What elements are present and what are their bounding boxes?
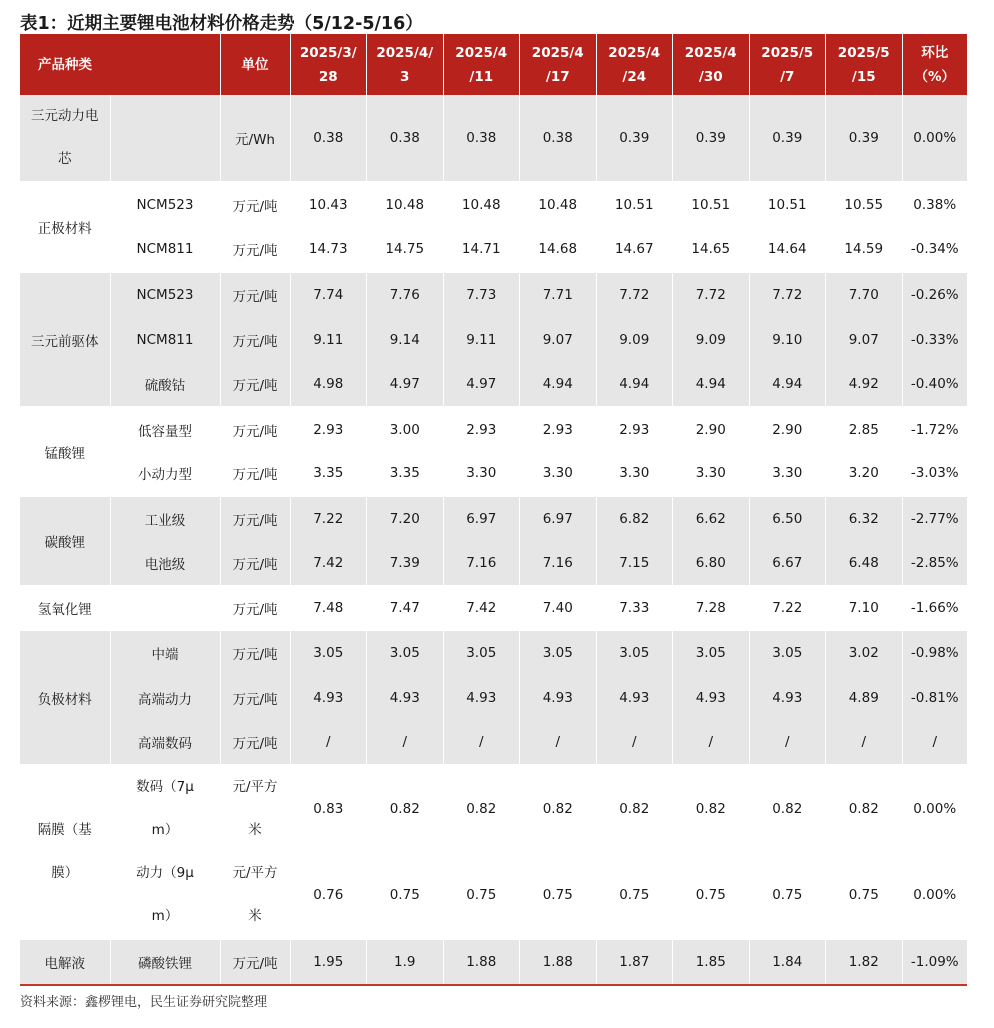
price-value: 4.98 — [290, 362, 367, 407]
price-value: 14.59 — [826, 227, 903, 272]
text-line: 锰酸锂 — [44, 445, 85, 462]
header-date — [367, 34, 444, 95]
change-value: -0.40% — [902, 362, 967, 407]
header-date — [290, 34, 367, 95]
subtype — [110, 451, 220, 496]
unit — [220, 675, 290, 720]
product-name — [20, 586, 110, 630]
price-value: 14.71 — [443, 227, 520, 272]
header-unit: 单位 — [220, 34, 290, 95]
text-line: /30 — [698, 68, 723, 85]
header-product: 产品种类 — [20, 34, 220, 95]
unit — [220, 541, 290, 586]
change-value: -0.33% — [902, 317, 967, 362]
text-line: 高端动力 — [138, 691, 192, 708]
price-value: 6.62 — [673, 496, 750, 541]
price-value: 0.82 — [826, 765, 903, 852]
text-line: NCM811 — [136, 331, 194, 348]
price-value: 4.93 — [673, 675, 750, 720]
price-value: 0.83 — [290, 765, 367, 852]
price-value: 7.72 — [749, 272, 826, 317]
price-value: 3.05 — [367, 630, 444, 675]
price-value: 6.32 — [826, 496, 903, 541]
change-value: -0.81% — [902, 675, 967, 720]
table-row — [20, 541, 967, 586]
unit — [220, 586, 290, 630]
price-value: / — [443, 720, 520, 765]
price-value: 7.22 — [749, 586, 826, 630]
price-value: / — [290, 720, 367, 765]
price-value: 0.39 — [673, 95, 750, 182]
table-row — [20, 182, 967, 227]
text-line: 动力（9μ — [136, 865, 194, 881]
price-value: 3.30 — [596, 451, 673, 496]
price-value: 1.88 — [443, 939, 520, 985]
price-value: 10.55 — [826, 182, 903, 227]
text-line: 万元/吨 — [232, 647, 278, 663]
price-value: 7.16 — [520, 541, 597, 586]
change-value: / — [902, 720, 967, 765]
unit — [220, 317, 290, 362]
price-value: / — [596, 720, 673, 765]
table-row — [20, 720, 967, 765]
text-line: 万元/吨 — [232, 513, 278, 529]
text-line: 数码（7μ — [136, 779, 194, 795]
subtype — [110, 765, 220, 852]
table-header — [20, 34, 967, 95]
price-value: 7.39 — [367, 541, 444, 586]
subtype — [110, 586, 220, 630]
change-value: -1.66% — [902, 586, 967, 630]
unit — [220, 182, 290, 227]
header-date — [596, 34, 673, 95]
text-line: /15 — [851, 68, 876, 85]
price-value: 7.47 — [367, 586, 444, 630]
text-line: 万元/吨 — [232, 467, 278, 483]
text-line: 膜） — [51, 865, 79, 881]
subtype — [110, 939, 220, 985]
price-value: 3.30 — [443, 451, 520, 496]
text-line: 三元前驱体 — [31, 333, 99, 350]
price-value: 1.85 — [673, 939, 750, 985]
text-line: 2025/4 — [608, 44, 661, 61]
subtype — [110, 720, 220, 765]
change-value: -2.85% — [902, 541, 967, 586]
price-value: 1.82 — [826, 939, 903, 985]
text-line: 芯 — [58, 151, 72, 167]
change-value: -2.77% — [902, 496, 967, 541]
price-value: 3.05 — [290, 630, 367, 675]
text-line: 2025/5 — [761, 44, 814, 61]
price-value: 7.74 — [290, 272, 367, 317]
text-line: 2025/5 — [837, 44, 890, 61]
price-value: 4.93 — [367, 675, 444, 720]
price-value: 0.75 — [443, 852, 520, 939]
table-row — [20, 496, 967, 541]
price-value: 6.82 — [596, 496, 673, 541]
price-value: / — [826, 720, 903, 765]
text-line: 氢氧化锂 — [37, 602, 92, 618]
header-change — [902, 34, 967, 95]
subtype — [110, 496, 220, 541]
unit — [220, 720, 290, 765]
price-value: 4.92 — [826, 362, 903, 407]
subtype — [110, 317, 220, 362]
price-value: 9.09 — [673, 317, 750, 362]
text-line: 2025/3/ — [299, 44, 357, 61]
price-value: 7.10 — [826, 586, 903, 630]
price-value: 4.93 — [520, 675, 597, 720]
text-line: 电解液 — [44, 956, 85, 972]
text-line: 2025/4 — [684, 44, 737, 61]
price-value: 10.51 — [673, 182, 750, 227]
text-line: 2025/4 — [531, 44, 584, 61]
price-value: 9.10 — [749, 317, 826, 362]
price-value: 3.05 — [596, 630, 673, 675]
change-value: -0.34% — [902, 227, 967, 272]
text-line: 米 — [248, 822, 262, 838]
table-row — [20, 317, 967, 362]
price-value: 4.93 — [443, 675, 520, 720]
price-value: 7.71 — [520, 272, 597, 317]
text-line: /7 — [780, 68, 795, 85]
price-value: 0.82 — [443, 765, 520, 852]
price-value: 7.72 — [673, 272, 750, 317]
price-value: 14.65 — [673, 227, 750, 272]
text-line: m） — [151, 908, 179, 924]
price-value: 6.48 — [826, 541, 903, 586]
price-value: 0.39 — [596, 95, 673, 182]
price-value: 4.89 — [826, 675, 903, 720]
price-value: 4.93 — [290, 675, 367, 720]
text-line: 电池级 — [144, 557, 186, 573]
header-date — [520, 34, 597, 95]
table-row — [20, 272, 967, 317]
text-line: 万元/吨 — [232, 199, 278, 215]
text-line: 高端数码 — [138, 736, 192, 752]
price-value: 4.97 — [443, 362, 520, 407]
text-line: 环比 — [921, 44, 949, 61]
price-value: 14.75 — [367, 227, 444, 272]
text-line: 28 — [318, 68, 338, 85]
unit — [220, 765, 290, 852]
price-value: 4.93 — [596, 675, 673, 720]
table-row — [20, 630, 967, 675]
text-line: 2025/4/ — [376, 44, 434, 61]
text-line: 负极材料 — [37, 691, 92, 708]
change-value: 0.00% — [902, 95, 967, 182]
text-line: NCM811 — [136, 241, 194, 257]
text-line: 万元/吨 — [232, 378, 278, 394]
price-value: 14.64 — [749, 227, 826, 272]
table-row — [20, 362, 967, 407]
product-name — [20, 630, 110, 765]
text-line: 万元/吨 — [232, 333, 278, 350]
price-value: 4.94 — [596, 362, 673, 407]
price-value: 0.82 — [749, 765, 826, 852]
price-value: 10.48 — [443, 182, 520, 227]
change-value: -1.72% — [902, 407, 967, 451]
product-name — [20, 765, 110, 939]
subtype — [110, 272, 220, 317]
price-value: 7.15 — [596, 541, 673, 586]
subtype — [110, 541, 220, 586]
price-value: 3.00 — [367, 407, 444, 451]
text-line: 磷酸铁锂 — [138, 956, 192, 972]
product-name — [20, 407, 110, 496]
price-value: 0.82 — [367, 765, 444, 852]
change-value: 0.00% — [902, 852, 967, 939]
text-line: 低容量型 — [138, 423, 192, 440]
text-line: 元/Wh — [235, 132, 275, 148]
price-value: 0.75 — [826, 852, 903, 939]
price-value: 3.30 — [749, 451, 826, 496]
text-line: 米 — [248, 908, 262, 924]
price-value: 7.22 — [290, 496, 367, 541]
price-value: 9.11 — [290, 317, 367, 362]
text-line: 万元/吨 — [232, 243, 278, 259]
price-value: 0.75 — [367, 852, 444, 939]
text-line: 万元/吨 — [232, 557, 278, 573]
price-value: 3.05 — [443, 630, 520, 675]
text-line: 中端 — [151, 647, 179, 663]
price-value: 0.75 — [596, 852, 673, 939]
table-body — [20, 95, 967, 985]
subtype — [110, 852, 220, 939]
text-line: /17 — [545, 68, 570, 85]
table-row — [20, 765, 967, 852]
price-value: 7.16 — [443, 541, 520, 586]
price-value: 4.94 — [749, 362, 826, 407]
text-line: m） — [151, 822, 179, 838]
text-line: 万元/吨 — [232, 736, 278, 752]
subtype — [110, 630, 220, 675]
price-value: 10.51 — [749, 182, 826, 227]
text-line: /24 — [622, 68, 647, 85]
price-value: 6.97 — [443, 496, 520, 541]
price-value: 7.42 — [443, 586, 520, 630]
text-line: 万元/吨 — [232, 602, 278, 618]
price-value: 7.28 — [673, 586, 750, 630]
unit — [220, 362, 290, 407]
price-value: 0.82 — [596, 765, 673, 852]
table-row — [20, 227, 967, 272]
price-value: 2.90 — [749, 407, 826, 451]
change-value: -0.26% — [902, 272, 967, 317]
price-value: 1.9 — [367, 939, 444, 985]
text-line: （%） — [914, 68, 956, 85]
table-row — [20, 939, 967, 985]
unit — [220, 496, 290, 541]
price-value: 6.67 — [749, 541, 826, 586]
table-row — [20, 451, 967, 496]
price-value: 7.48 — [290, 586, 367, 630]
text-line: 碳酸锂 — [44, 535, 85, 551]
price-value: 0.39 — [826, 95, 903, 182]
price-value: 4.93 — [749, 675, 826, 720]
subtype — [110, 182, 220, 227]
text-line: 万元/吨 — [232, 289, 278, 305]
price-value: 9.09 — [596, 317, 673, 362]
product-name — [20, 939, 110, 985]
product-name — [20, 272, 110, 407]
unit — [220, 939, 290, 985]
text-line: 万元/吨 — [232, 691, 278, 708]
unit — [220, 630, 290, 675]
price-value: 2.93 — [596, 407, 673, 451]
text-line: 隔膜（基 — [37, 822, 92, 838]
change-value: -3.03% — [902, 451, 967, 496]
price-value: 7.73 — [443, 272, 520, 317]
price-value: 1.84 — [749, 939, 826, 985]
price-value: / — [367, 720, 444, 765]
price-value: 1.87 — [596, 939, 673, 985]
price-value: / — [749, 720, 826, 765]
table-row — [20, 675, 967, 720]
text-line: 万元/吨 — [232, 956, 278, 972]
unit — [220, 272, 290, 317]
price-value: 2.85 — [826, 407, 903, 451]
price-value: 2.93 — [290, 407, 367, 451]
price-value: 1.95 — [290, 939, 367, 985]
price-value: 14.67 — [596, 227, 673, 272]
price-value: 7.20 — [367, 496, 444, 541]
subtype — [110, 407, 220, 451]
product-name — [20, 182, 110, 272]
product-name — [20, 95, 110, 182]
price-value: 3.35 — [290, 451, 367, 496]
price-value: 0.39 — [749, 95, 826, 182]
price-value: 3.05 — [673, 630, 750, 675]
change-value: 0.00% — [902, 765, 967, 852]
text-line: NCM523 — [136, 287, 194, 303]
price-value: 6.80 — [673, 541, 750, 586]
subtype — [110, 675, 220, 720]
unit — [220, 95, 290, 182]
price-value: 0.75 — [520, 852, 597, 939]
change-value: -1.09% — [902, 939, 967, 985]
price-value: / — [520, 720, 597, 765]
subtype — [110, 95, 220, 182]
text-line: 小动力型 — [138, 467, 192, 483]
price-table — [20, 34, 967, 986]
price-value: 3.02 — [826, 630, 903, 675]
change-value: 0.38% — [902, 182, 967, 227]
price-value: 3.20 — [826, 451, 903, 496]
price-value: 14.68 — [520, 227, 597, 272]
price-value: 3.05 — [749, 630, 826, 675]
price-value: / — [673, 720, 750, 765]
unit — [220, 451, 290, 496]
text-line: 三元动力电 — [31, 108, 99, 124]
text-line: 万元/吨 — [232, 423, 278, 440]
unit — [220, 227, 290, 272]
header-date — [443, 34, 520, 95]
text-line: 工业级 — [144, 513, 186, 529]
price-value: 4.94 — [673, 362, 750, 407]
price-value: 7.70 — [826, 272, 903, 317]
price-value: 0.75 — [749, 852, 826, 939]
price-value: 7.76 — [367, 272, 444, 317]
table-row — [20, 852, 967, 939]
change-value: -0.98% — [902, 630, 967, 675]
price-value: 0.38 — [520, 95, 597, 182]
table-title: 表1：近期主要锂电池材料价格走势（5/12-5/16） — [20, 14, 423, 34]
subtype — [110, 362, 220, 407]
price-value: 14.73 — [290, 227, 367, 272]
price-value: 9.11 — [443, 317, 520, 362]
text-line: 2025/4 — [455, 44, 508, 61]
text-line: /11 — [469, 68, 494, 85]
price-value: 9.07 — [826, 317, 903, 362]
price-value: 3.35 — [367, 451, 444, 496]
price-value: 2.93 — [520, 407, 597, 451]
price-value: 0.75 — [673, 852, 750, 939]
price-value: 1.88 — [520, 939, 597, 985]
price-value: 6.97 — [520, 496, 597, 541]
text-line: 正极材料 — [37, 221, 92, 237]
header-date — [749, 34, 826, 95]
table-row — [20, 586, 967, 630]
price-value: 0.76 — [290, 852, 367, 939]
text-line: 硫酸钴 — [144, 378, 186, 394]
text-line: 元/平方 — [232, 865, 278, 881]
table-row — [20, 95, 967, 182]
table-row — [20, 407, 967, 451]
price-value: 2.90 — [673, 407, 750, 451]
price-value: 10.48 — [367, 182, 444, 227]
price-value: 7.33 — [596, 586, 673, 630]
header-date — [826, 34, 903, 95]
price-value: 0.38 — [443, 95, 520, 182]
price-value: 0.82 — [673, 765, 750, 852]
price-value: 9.07 — [520, 317, 597, 362]
unit — [220, 407, 290, 451]
text-line: 元/平方 — [232, 779, 278, 795]
product-name — [20, 496, 110, 586]
price-value: 2.93 — [443, 407, 520, 451]
price-value: 0.38 — [367, 95, 444, 182]
text-line: 3 — [400, 68, 410, 85]
price-value: 9.14 — [367, 317, 444, 362]
price-value: 10.48 — [520, 182, 597, 227]
price-value: 4.94 — [520, 362, 597, 407]
price-value: 10.43 — [290, 182, 367, 227]
subtype — [110, 227, 220, 272]
price-value: 7.40 — [520, 586, 597, 630]
unit — [220, 852, 290, 939]
price-value: 10.51 — [596, 182, 673, 227]
price-value: 6.50 — [749, 496, 826, 541]
header-date — [673, 34, 750, 95]
price-value: 4.97 — [367, 362, 444, 407]
price-value: 7.72 — [596, 272, 673, 317]
price-value: 0.82 — [520, 765, 597, 852]
source-note: 资料来源：鑫椤锂电，民生证券研究院整理 — [20, 995, 268, 1010]
price-value: 3.05 — [520, 630, 597, 675]
text-line: NCM523 — [136, 197, 194, 213]
price-value: 3.30 — [520, 451, 597, 496]
price-value: 7.42 — [290, 541, 367, 586]
price-value: 0.38 — [290, 95, 367, 182]
price-value: 3.30 — [673, 451, 750, 496]
